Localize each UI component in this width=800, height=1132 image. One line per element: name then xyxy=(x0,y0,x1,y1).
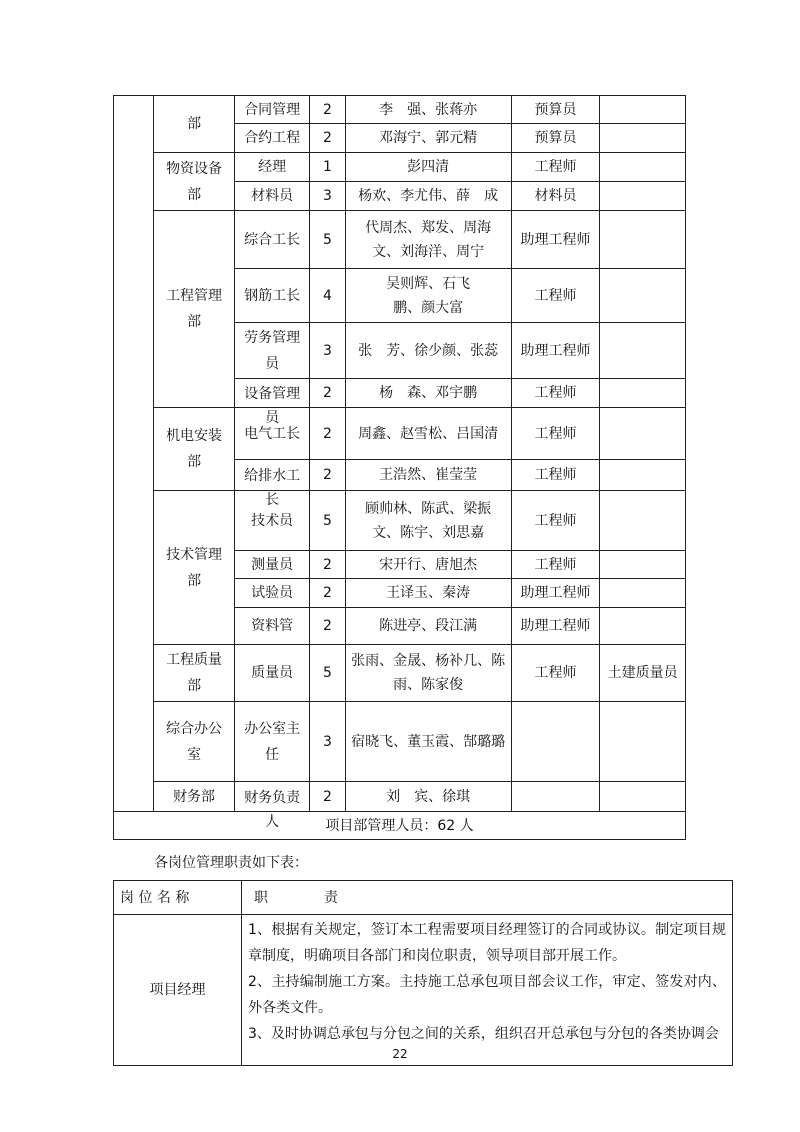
note-cell xyxy=(600,96,686,124)
duty-table-header xyxy=(114,881,733,915)
duty-item: 2、主持编制施工方案。主持施工总承包项目部会议工作，审定、签发对内、外各类文件。 xyxy=(248,974,726,1016)
names-cell: 彭四清 xyxy=(345,153,511,182)
title-cell: 材料员 xyxy=(511,182,600,211)
duty-table xyxy=(113,880,733,1066)
duties-cell xyxy=(242,915,733,1066)
table-row xyxy=(114,702,686,782)
dept-cell: 工程质量部 xyxy=(154,645,235,702)
count-cell: 3 xyxy=(310,323,345,379)
section-intro: 各岗位管理职责如下表： xyxy=(154,855,308,871)
post-cell: 材料员 xyxy=(234,182,310,211)
count-cell: 4 xyxy=(310,269,345,323)
note-cell xyxy=(600,323,686,379)
names-cell: 李 强、张蒋亦 xyxy=(345,96,511,124)
count-cell: 3 xyxy=(310,182,345,211)
note-cell xyxy=(600,379,686,408)
post-cell: 合约工程 xyxy=(234,124,310,153)
names-cell: 邓海宁、郭元精 xyxy=(345,124,511,153)
post-cell: 给排水工长 xyxy=(234,460,310,491)
names-cell: 顾帅林、陈武、梁振文、陈宇、刘思嘉 xyxy=(345,491,511,551)
count-cell: 2 xyxy=(310,608,345,645)
dept-cell: 部 xyxy=(154,96,235,153)
table-row xyxy=(114,782,686,812)
title-cell: 工程师 xyxy=(511,153,600,182)
dept-cell: 工程管理部 xyxy=(154,211,235,408)
dept-cell: 技术管理部 xyxy=(154,491,235,645)
count-cell: 2 xyxy=(310,124,345,153)
note-cell xyxy=(600,460,686,491)
duty-item: 3、及时协调总承包与分包之间的关系，组织召开总承包与分包的各类协调会 xyxy=(248,1026,719,1042)
title-cell: 工程师 xyxy=(511,551,600,579)
note-cell xyxy=(600,408,686,460)
note-cell xyxy=(600,491,686,551)
names-cell: 刘 宾、徐琪 xyxy=(345,782,511,812)
count-cell: 5 xyxy=(310,645,345,702)
names-cell: 周鑫、赵雪松、吕国清 xyxy=(345,408,511,460)
post-cell: 经理 xyxy=(234,153,310,182)
table-row xyxy=(114,645,686,702)
table-row xyxy=(114,153,686,182)
title-cell: 助理工程师 xyxy=(511,608,600,645)
post-cell: 质量员 xyxy=(234,645,310,702)
names-cell: 吴则辉、石飞鹏、颜大富 xyxy=(345,269,511,323)
title-cell: 预算员 xyxy=(511,124,600,153)
duty-item: 1、根据有关规定，签订本工程需要项目经理签订的合同或协议。制定项目规章制度，明确项目各部门和岗位职责，领导项目部开展工作。 xyxy=(248,922,726,964)
dept-cell: 机电安装部 xyxy=(154,408,235,491)
dept-cell: 物资设备部 xyxy=(154,153,235,211)
table-row xyxy=(114,915,733,1066)
count-cell: 5 xyxy=(310,491,345,551)
post-name-cell: 项目经理 xyxy=(114,915,242,1066)
note-cell xyxy=(600,608,686,645)
count-cell: 2 xyxy=(310,408,345,460)
names-cell: 张 芳、徐少颜、张蕊 xyxy=(345,323,511,379)
post-cell: 资料管 xyxy=(234,608,310,645)
names-cell: 杨 森、邓宇鹏 xyxy=(345,379,511,408)
names-cell: 张雨、金晟、杨补几、陈雨、陈家俊 xyxy=(345,645,511,702)
dept-cell: 综合办公室 xyxy=(154,702,235,782)
title-cell: 助理工程师 xyxy=(511,579,600,608)
count-cell: 2 xyxy=(310,782,345,812)
post-cell: 合同管理 xyxy=(234,96,310,124)
note-cell xyxy=(600,124,686,153)
note-cell xyxy=(600,211,686,269)
note-cell xyxy=(600,269,686,323)
title-cell: 助理工程师 xyxy=(511,323,600,379)
count-cell: 2 xyxy=(310,460,345,491)
note-cell: 土建质量员 xyxy=(600,645,686,702)
dept-cell: 财务部 xyxy=(154,782,235,812)
count-cell: 1 xyxy=(310,153,345,182)
names-cell: 王浩然、崔莹莹 xyxy=(345,460,511,491)
post-cell: 钢筋工长 xyxy=(234,269,310,323)
count-cell: 3 xyxy=(310,702,345,782)
blank-side-column xyxy=(114,96,154,812)
note-cell xyxy=(600,702,686,782)
title-cell: 工程师 xyxy=(511,491,600,551)
post-cell: 综合工长 xyxy=(234,211,310,269)
table-total-row xyxy=(114,812,686,840)
names-cell: 宿晓飞、董玉霞、郜璐璐 xyxy=(345,702,511,782)
table-row xyxy=(114,491,686,551)
title-cell: 助理工程师 xyxy=(511,211,600,269)
table-row xyxy=(114,96,686,124)
count-cell: 5 xyxy=(310,211,345,269)
note-cell xyxy=(600,551,686,579)
header-post: 岗 位 名 称 xyxy=(114,881,242,915)
staff-table xyxy=(113,95,686,840)
post-cell: 财务负责人 xyxy=(234,782,310,812)
names-cell: 代周杰、郑发、周海文、刘海洋、周宁 xyxy=(345,211,511,269)
note-cell xyxy=(600,182,686,211)
table-row xyxy=(114,211,686,269)
count-cell: 2 xyxy=(310,551,345,579)
table-row xyxy=(114,408,686,460)
total-staff-cell: 项目部管理人员：62 人 xyxy=(114,812,686,840)
title-cell xyxy=(511,702,600,782)
post-cell: 测量员 xyxy=(234,551,310,579)
title-cell: 工程师 xyxy=(511,645,600,702)
names-cell: 王译玉、秦涛 xyxy=(345,579,511,608)
post-cell: 试验员 xyxy=(234,579,310,608)
title-cell: 工程师 xyxy=(511,460,600,491)
count-cell: 2 xyxy=(310,379,345,408)
post-cell: 设备管理员 xyxy=(234,379,310,408)
note-cell xyxy=(600,579,686,608)
title-cell: 工程师 xyxy=(511,269,600,323)
count-cell: 2 xyxy=(310,96,345,124)
count-cell: 2 xyxy=(310,579,345,608)
names-cell: 宋开行、唐旭杰 xyxy=(345,551,511,579)
note-cell xyxy=(600,153,686,182)
header-duty: 职 责 xyxy=(242,881,733,915)
title-cell xyxy=(511,782,600,812)
post-cell: 技术员 xyxy=(234,491,310,551)
names-cell: 杨欢、李尤伟、薛 成 xyxy=(345,182,511,211)
title-cell: 预算员 xyxy=(511,96,600,124)
note-cell xyxy=(600,782,686,812)
page-number: 22 xyxy=(392,1047,408,1061)
title-cell: 工程师 xyxy=(511,379,600,408)
post-cell: 办公室主任 xyxy=(234,702,310,782)
post-cell: 劳务管理员 xyxy=(234,323,310,379)
post-cell: 电气工长 xyxy=(234,408,310,460)
title-cell: 工程师 xyxy=(511,408,600,460)
names-cell: 陈进亭、段江满 xyxy=(345,608,511,645)
